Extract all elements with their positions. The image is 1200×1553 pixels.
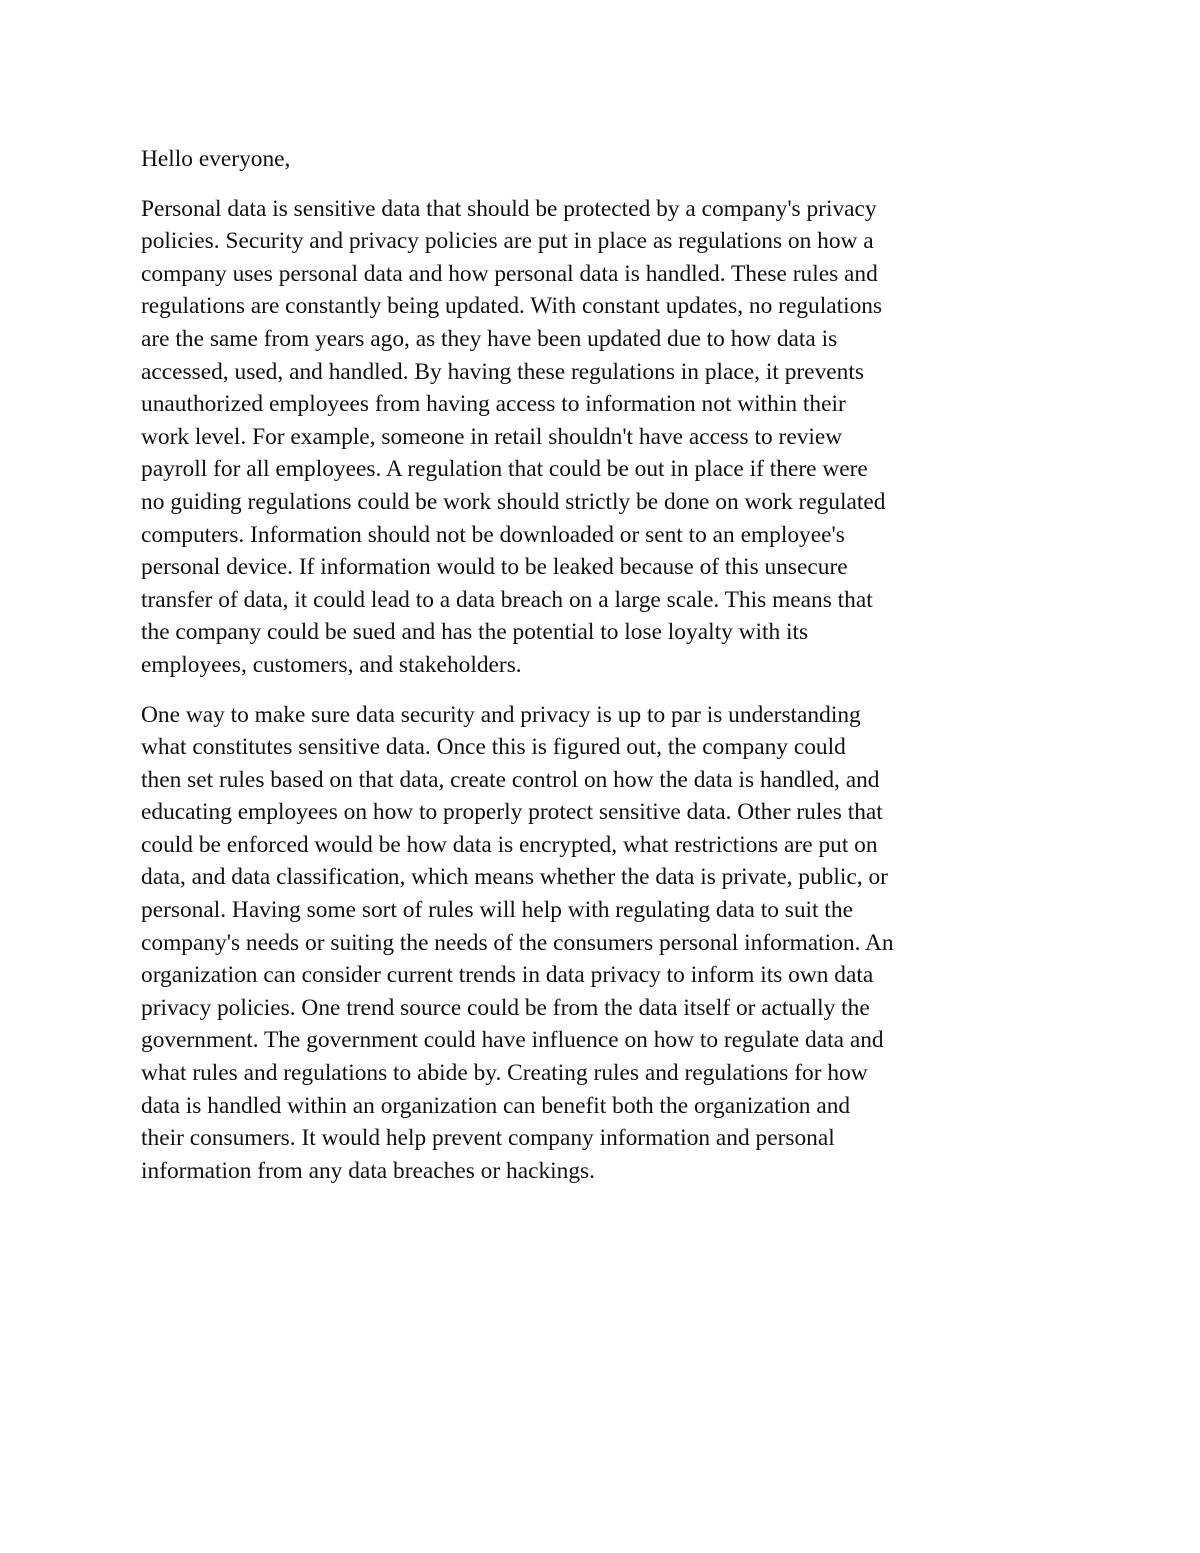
paragraph-spacer: [141, 176, 1057, 193]
paragraph-line: then set rules based on that data, create control on how the data is handled, and: [141, 766, 880, 793]
document-body: [141, 143, 1057, 1187]
paragraph-line: data, and data classification, which means whether the data is private, public, or: [141, 864, 888, 891]
paragraph-line: privacy policies. One trend source could be from the data itself or actually the: [141, 994, 870, 1021]
paragraph-line: accessed, used, and handled. By having these regulations in place, it prevents: [141, 358, 864, 385]
paragraph-line: what rules and regulations to abide by. Creating rules and regulations for how: [141, 1060, 868, 1087]
paragraph-line: their consumers. It would help prevent company information and personal: [141, 1125, 835, 1152]
paragraph-line: Personal data is sensitive data that should be protected by a company's privacy: [141, 195, 877, 222]
paragraph-line: company uses personal data and how personal data is handled. These rules and: [141, 260, 878, 287]
paragraph-line: are the same from years ago, as they have been updated due to how data is: [141, 325, 838, 352]
paragraph-line: government. The government could have influence on how to regulate data and: [141, 1027, 884, 1054]
paragraph-line: One way to make sure data security and privacy is up to par is understanding: [141, 701, 861, 728]
paragraph-line: payroll for all employees. A regulation that could be out in place if there were: [141, 456, 868, 483]
paragraph-line: the company could be sued and has the potential to lose loyalty with its: [141, 619, 809, 646]
paragraph-line: unauthorized employees from having access to information not within their: [141, 391, 846, 418]
paragraph-line: organization can consider current trends in data privacy to inform its own data: [141, 962, 874, 989]
greeting: Hello everyone,: [141, 146, 291, 172]
paragraph-line: educating employees on how to properly protect sensitive data. Other rules that: [141, 799, 883, 826]
paragraph-line: could be enforced would be how data is encrypted, what restrictions are put on: [141, 831, 878, 858]
paragraph-1: [141, 193, 1057, 682]
paragraph-line: company's needs or suiting the needs of the consumers personal information. An: [141, 929, 894, 956]
paragraph-line: data is handled within an organization can benefit both the organization and: [141, 1092, 851, 1119]
paragraph-line: work level. For example, someone in retail shouldn't have access to review: [141, 423, 843, 450]
paragraph-line: what constitutes sensitive data. Once this is figured out, the company could: [141, 734, 846, 761]
paragraph-line: employees, customers, and stakeholders.: [141, 651, 522, 678]
paragraph-line: regulations are constantly being updated. With constant updates, no regulations: [141, 293, 883, 320]
paragraph-line: information from any data breaches or hackings.: [141, 1157, 596, 1184]
paragraph-line: computers. Information should not be downloaded or sent to an employee's: [141, 521, 845, 548]
paragraph-2: [141, 699, 1057, 1188]
paragraph-line: policies. Security and privacy policies are put in place as regulations on how a: [141, 228, 874, 255]
paragraph-line: transfer of data, it could lead to a data breach on a large scale. This means that: [141, 586, 873, 613]
paragraph-line: personal device. If information would to be leaked because of this unsecure: [141, 554, 848, 581]
paragraph-line: no guiding regulations could be work should strictly be done on work regulated: [141, 488, 886, 515]
paragraph-spacer: [141, 682, 1057, 699]
paragraph-line: personal. Having some sort of rules will help with regulating data to suit the: [141, 897, 853, 924]
